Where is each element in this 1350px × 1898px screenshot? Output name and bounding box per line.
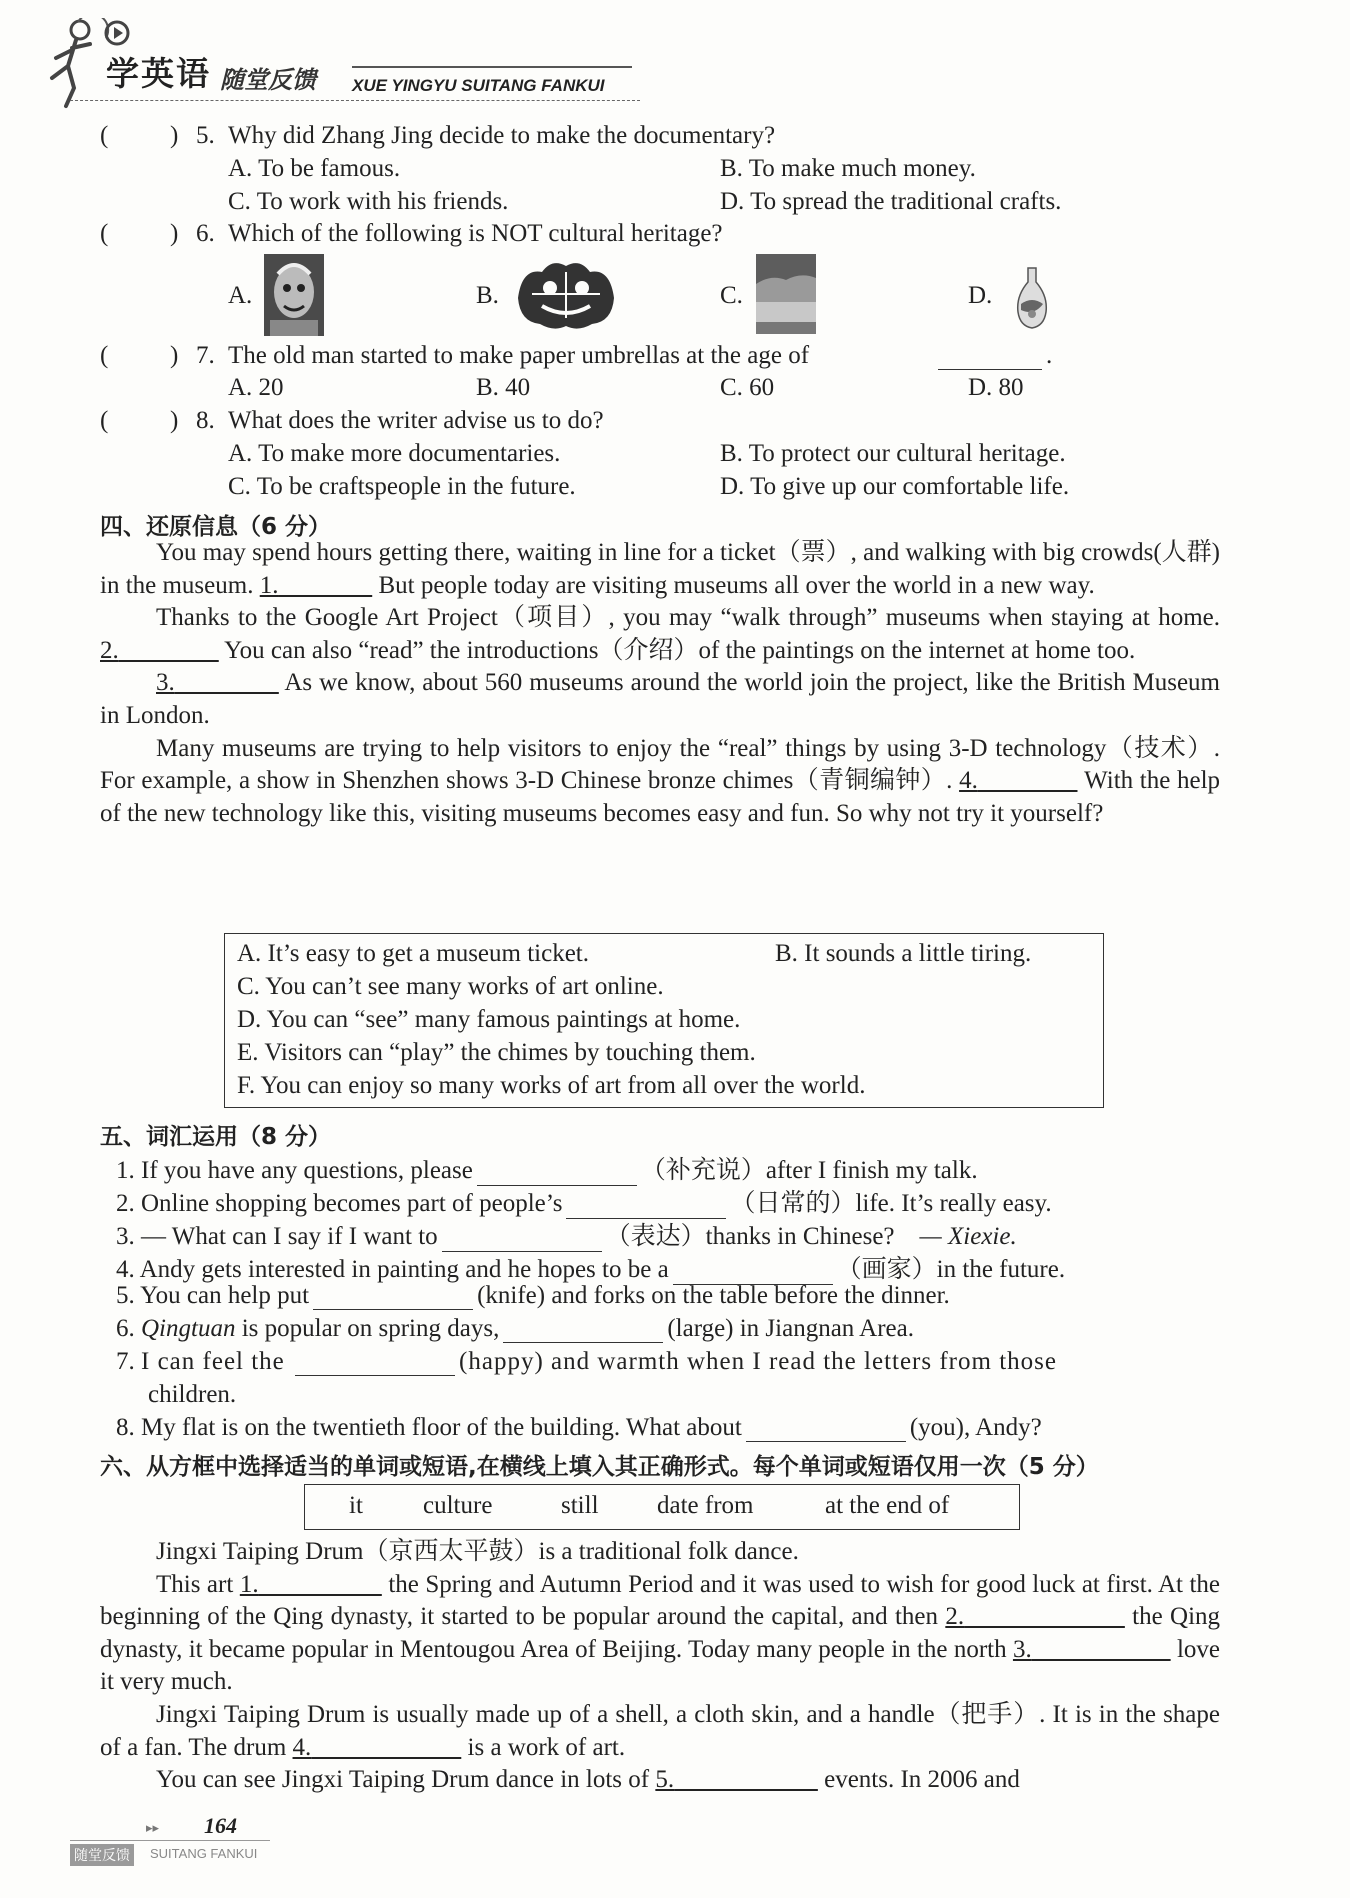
footer-rule <box>70 1840 270 1841</box>
question-number: 8. <box>196 407 215 434</box>
page-number: 164 <box>204 1813 237 1838</box>
runner-logo-icon <box>38 18 110 110</box>
option-b: B. 40 <box>476 374 531 401</box>
section-heading: 四、还原信息（6 分） <box>100 514 332 540</box>
answer-paren-open[interactable]: ( <box>100 342 109 369</box>
option-a: A. To be famous. <box>228 155 401 182</box>
passage-text: You may spend hours getting there, waiting in line for a ticket（票）, and walking with big crowds(人群) in the museum. <box>100 539 1220 599</box>
option-b: B. To protect our cultural heritage. <box>720 440 1066 467</box>
paragraph <box>100 602 1220 667</box>
section-heading: 六、从方框中选择适当的单词或短语,在横线上填入其正确形式。每个单词或短语仅用一次（5 分） <box>100 1454 1099 1480</box>
answer-paren-close: ) <box>170 122 179 149</box>
blank-4[interactable]: 4. <box>959 767 978 795</box>
answer-paren-open[interactable]: ( <box>100 220 109 247</box>
option-d: D. <box>968 282 993 309</box>
question-number: 5. <box>196 122 215 149</box>
option-d: D. 80 <box>968 374 1024 401</box>
box-option: F. You can enjoy so many works of art from all over the world. <box>237 1072 866 1099</box>
question-number: 7. <box>196 342 215 369</box>
paragraph: This art 1. the Spring and Autumn Period and it was used to wish for good luck at first. At the beginning of the Qing dynasty, it started to be popular around the capital, and then 2. the Qing dynasty, it became popular in Mentougou Area of Beijing. Today many people in the north 3. love it very much. <box>100 1570 1221 1696</box>
answer-blank[interactable] <box>313 1285 473 1310</box>
opera-mask-image <box>264 254 324 336</box>
option-a: A. To make more documentaries. <box>228 440 561 467</box>
blank-1[interactable]: 1. <box>239 1570 259 1598</box>
vocab-item-5: 5. You can help put (knife) and forks on the table before the dinner. <box>116 1282 950 1309</box>
word-option: date from <box>657 1492 754 1519</box>
vocab-item-1: 1. If you have any questions, please （补充说）after I finish my talk. <box>116 1157 978 1184</box>
question-end: . <box>1046 342 1053 369</box>
vocab-item-8: 8. My flat is on the twentieth floor of the building. What about (you), Andy? <box>116 1414 1042 1441</box>
paper-cutting-image <box>512 258 620 332</box>
word-option: still <box>561 1492 599 1519</box>
box-option: D. You can “see” many famous paintings at home. <box>237 1006 741 1033</box>
blank-3[interactable]: 3. <box>1012 1635 1032 1663</box>
blank-5[interactable]: 5. <box>655 1766 675 1794</box>
blank-2[interactable]: 2. <box>100 636 119 664</box>
answer-paren-close: ) <box>170 342 179 369</box>
box-option: B. It sounds a little tiring. <box>775 940 1032 967</box>
box-option: E. Visitors can “play” the chimes by touching them. <box>237 1039 756 1066</box>
box-option: C. You can’t see many works of art online. <box>237 973 664 1000</box>
word-option: culture <box>423 1492 493 1519</box>
vocab-item-3: 3. — What can I say if I want to （表达）thanks in Chinese? — Xiexie. <box>116 1223 1017 1250</box>
passage-text: As we know, about 560 museums around the world join the project, like the British Museum in London. <box>100 669 1221 729</box>
passage <box>100 1536 1220 1797</box>
answer-paren-close: ) <box>170 407 179 434</box>
box-option: A. It’s easy to get a museum ticket. <box>237 940 590 967</box>
paragraph: Jingxi Taiping Drum is usually made up of a shell, a cloth skin, and a handle（把手）. It is in the shape of a fan. The drum 4. is a work of art. <box>100 1700 1220 1761</box>
option-c: C. To work with his friends. <box>228 188 509 215</box>
answer-blank[interactable] <box>295 1351 455 1376</box>
porcelain-vase-image <box>1012 266 1052 330</box>
question-text: Why did Zhang Jing decide to make the documentary? <box>228 122 776 149</box>
question-text: Which of the following is NOT cultural heritage? <box>228 220 723 247</box>
option-c: C. To be craftspeople in the future. <box>228 473 576 500</box>
footer-pinyin: SUITANG FANKUI <box>150 1846 258 1861</box>
options-box <box>224 933 1104 1108</box>
option-c: C. 60 <box>720 374 775 401</box>
blank-3[interactable]: 3. <box>156 669 175 697</box>
blank-1[interactable]: 1. <box>259 571 279 599</box>
question-text: What does the writer advise us to do? <box>228 407 604 434</box>
vocab-item-6: 6. Qingtuan is popular on spring days, (large) in Jiangnan Area. <box>116 1315 914 1342</box>
blank-4[interactable]: 4. <box>292 1733 312 1761</box>
passage-text: With the help of the new technology like this, visiting museums becomes easy and fun. So why not try it yourself? <box>100 767 1221 827</box>
option-b: B. <box>476 282 499 309</box>
paragraph: Jingxi Taiping Drum（京西太平鼓）is a traditional folk dance. <box>156 1538 799 1565</box>
paragraph <box>100 667 1220 732</box>
arrow-icons: ▸▸ <box>146 1820 160 1835</box>
answer-blank[interactable] <box>938 342 1042 370</box>
answer-paren-close: ) <box>170 220 179 247</box>
section-heading: 五、词汇运用（8 分） <box>100 1124 332 1150</box>
option-d: D. To give up our comfortable life. <box>720 473 1070 500</box>
option-d: D. To spread the traditional crafts. <box>720 188 1062 215</box>
vocab-item-7-cont: children. <box>148 1381 237 1408</box>
question-text: The old man started to make paper umbrellas at the age of <box>228 342 810 369</box>
answer-paren-open[interactable]: ( <box>100 122 109 149</box>
vocab-item-4: 4. Andy gets interested in painting and he hopes to be a （画家）in the future. <box>116 1256 1066 1283</box>
footer-tag: 随堂反馈 <box>70 1844 134 1866</box>
option-b: B. To make much money. <box>720 155 976 182</box>
question-number: 6. <box>196 220 215 247</box>
paragraph <box>100 537 1220 602</box>
sky-sea-photo-image <box>756 254 816 334</box>
word-box <box>304 1484 1020 1530</box>
word-option: at the end of <box>825 1492 950 1519</box>
passage <box>100 537 1220 830</box>
answer-paren-open[interactable]: ( <box>100 407 109 434</box>
passage-text: You can also “read” the introductions（介绍）of the paintings on the internet at home too. <box>224 636 1136 664</box>
header-title: 学英语 <box>106 54 211 93</box>
paragraph <box>100 733 1220 831</box>
header-rule <box>352 66 632 68</box>
play-icon <box>104 20 130 46</box>
answer-blank[interactable] <box>503 1318 663 1343</box>
blank-2[interactable]: 2. <box>945 1603 965 1631</box>
option-a: A. <box>228 282 253 309</box>
header-pinyin: XUE YINGYU SUITANG FANKUI <box>352 76 605 95</box>
vocab-item-2: 2. Online shopping becomes part of people’s （日常的）life. It’s really easy. <box>116 1190 1052 1217</box>
paragraph: You can see Jingxi Taiping Drum dance in lots of 5. events. In 2006 and <box>156 1766 1020 1794</box>
passage-text: Many museums are trying to help visitors to enjoy the “real” things by using 3-D technology（技术）. For example, a show in Shenzhen shows 3-D Chinese bronze chimes（青铜编钟）. <box>100 734 1220 795</box>
passage-text: Thanks to the Google Art Project（项目）, you may “walk through” museums when staying at home. <box>156 604 1220 632</box>
option-a: A. 20 <box>228 374 284 401</box>
option-c: C. <box>720 282 743 309</box>
answer-blank[interactable] <box>746 1417 906 1442</box>
header-subtitle: 随堂反馈 <box>220 66 316 94</box>
word-option: it <box>349 1492 363 1519</box>
vocab-item-7: 7. I can feel the (happy) and warmth when I read the letters from those <box>116 1348 1057 1375</box>
header-dashed-rule <box>70 100 640 101</box>
passage-text: But people today are visiting museums all over the world in a new way. <box>378 571 1095 599</box>
